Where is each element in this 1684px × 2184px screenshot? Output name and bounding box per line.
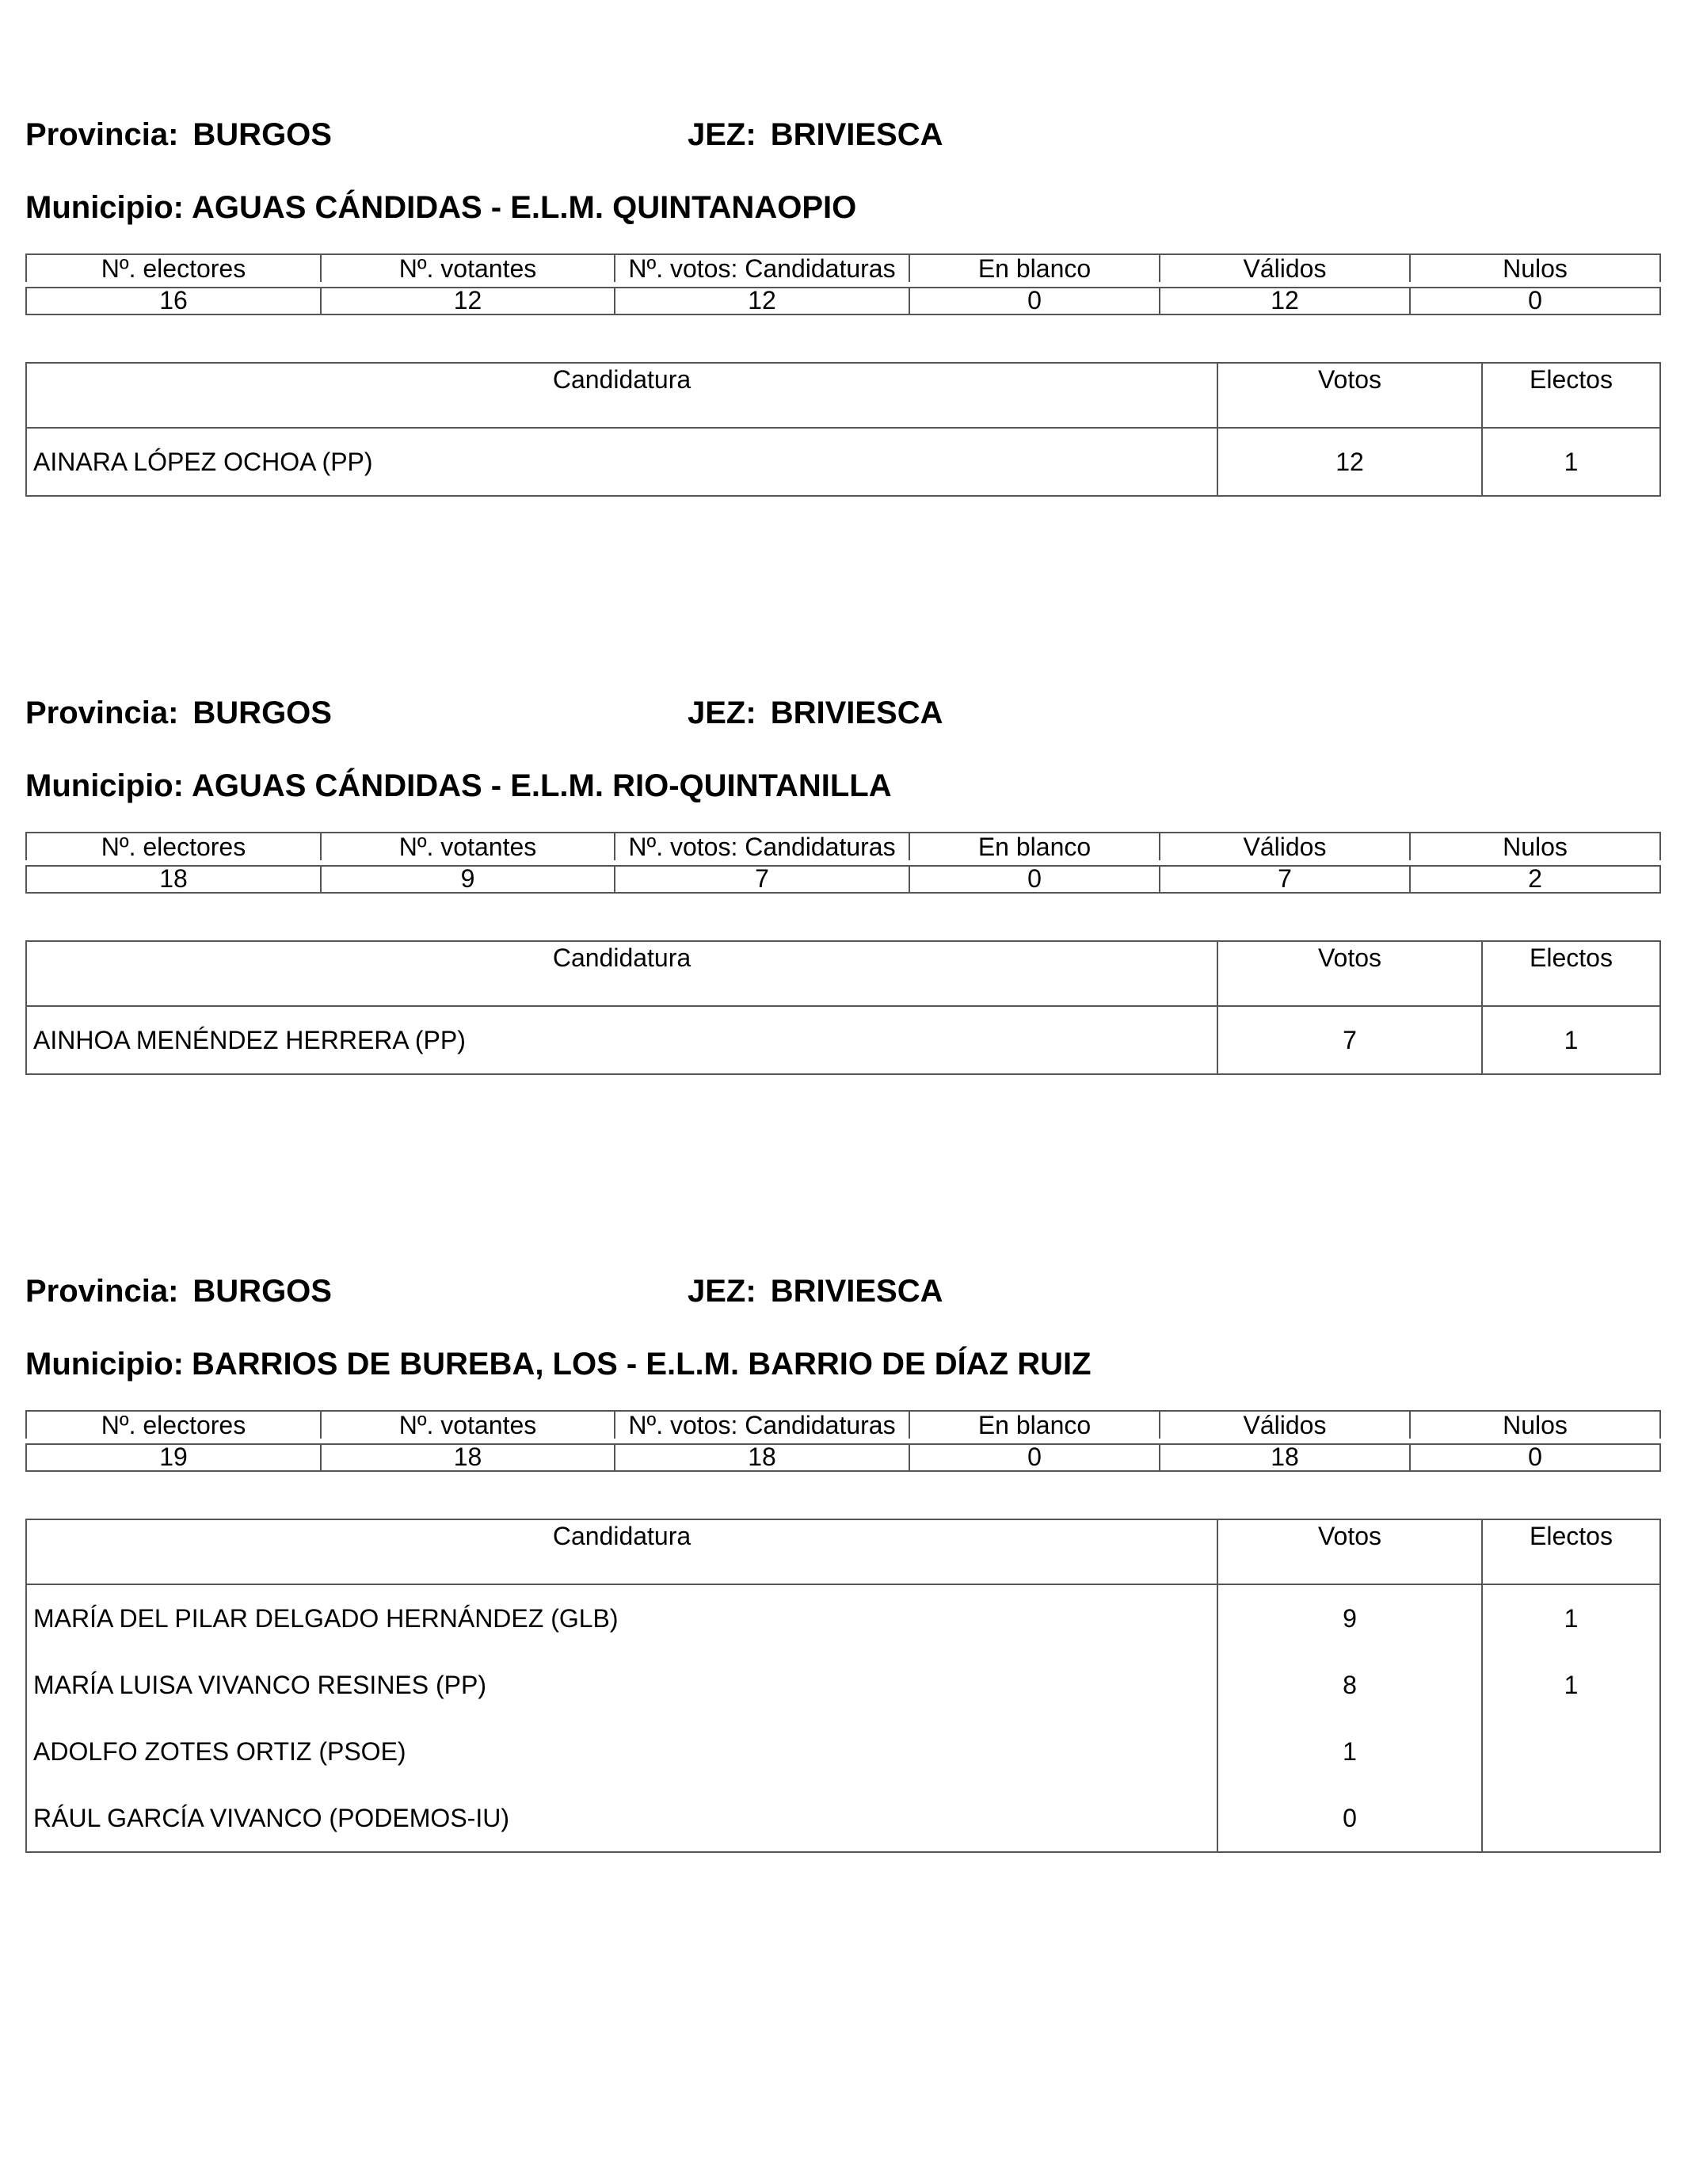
candidate-electos: 1 [1482, 1584, 1660, 1652]
candidate-electos: 1 [1482, 428, 1660, 496]
stats-header-cell: Nulos [1410, 833, 1660, 863]
candidate-row [26, 1718, 1660, 1785]
municipio-label: Municipio: [25, 1347, 184, 1382]
candidate-electos: 1 [1482, 1652, 1660, 1718]
provincia-value: BURGOS [192, 1274, 332, 1309]
stats-header-cell: Nº. votantes [321, 254, 615, 284]
municipio-line [25, 767, 892, 805]
stats-header-cell: Válidos [1160, 1411, 1410, 1441]
candidate-name: MARÍA DEL PILAR DELGADO HERNÁNDEZ (GLB) [26, 1584, 1217, 1652]
stats-header-cell: Nº. votos: Candidaturas [615, 254, 909, 284]
candidates-header-row [26, 941, 1660, 1006]
candidate-votos: 7 [1217, 1006, 1482, 1074]
stats-value-cell: 0 [1410, 284, 1660, 314]
candidate-votos: 8 [1217, 1652, 1482, 1718]
candidates-header-cell: Electos [1482, 363, 1660, 428]
candidate-row [26, 1006, 1660, 1074]
stats-table [25, 832, 1661, 894]
stats-value-cell: 9 [321, 863, 615, 893]
jez-value: BRIVIESCA [770, 117, 943, 152]
provincia-line [25, 694, 332, 732]
candidate-name: MARÍA LUISA VIVANCO RESINES (PP) [26, 1652, 1217, 1718]
stats-header-cell: En blanco [909, 833, 1160, 863]
jez-label: JEZ: [688, 696, 756, 730]
stats-header-cell: En blanco [909, 1411, 1160, 1441]
provincia-line [25, 1272, 332, 1310]
stats-header-cell: Nº. votos: Candidaturas [615, 1411, 909, 1441]
stats-value-cell: 7 [615, 863, 909, 893]
stats-value-cell: 12 [615, 284, 909, 314]
candidates-header-cell: Electos [1482, 1519, 1660, 1584]
stats-value-cell: 18 [321, 1441, 615, 1471]
stats-header-cell: En blanco [909, 254, 1160, 284]
jez-line [688, 694, 943, 732]
stats-header-cell: Nº. electores [26, 1411, 321, 1441]
candidate-name: ADOLFO ZOTES ORTIZ (PSOE) [26, 1718, 1217, 1785]
stats-header-cell: Nulos [1410, 254, 1660, 284]
provincia-label: Provincia: [25, 117, 179, 152]
stats-header-cell: Nº. electores [26, 254, 321, 284]
candidates-header-row [26, 1519, 1660, 1584]
candidates-header-cell: Votos [1217, 363, 1482, 428]
municipio-line [25, 1345, 1092, 1383]
stats-header-cell: Nº. votantes [321, 1411, 615, 1441]
candidate-row [26, 1584, 1660, 1652]
municipio-label: Municipio: [25, 190, 184, 225]
candidate-row [26, 1785, 1660, 1852]
provincia-line [25, 116, 332, 154]
candidates-header-cell: Votos [1217, 1519, 1482, 1584]
municipio-value: AGUAS CÁNDIDAS - E.L.M. RIO-QUINTANILLA [191, 768, 892, 803]
stats-table [25, 1410, 1661, 1472]
stats-value-cell: 0 [909, 1441, 1160, 1471]
stats-header-cell: Nº. votantes [321, 833, 615, 863]
municipio-value: AGUAS CÁNDIDAS - E.L.M. QUINTANAOPIO [191, 190, 857, 225]
stats-value-cell: 7 [1160, 863, 1410, 893]
stats-value-cell: 0 [909, 863, 1160, 893]
candidates-table [25, 940, 1661, 1075]
stats-header-cell: Válidos [1160, 254, 1410, 284]
candidates-header-cell: Votos [1217, 941, 1482, 1006]
jez-label: JEZ: [688, 1274, 756, 1309]
jez-value: BRIVIESCA [770, 696, 943, 730]
candidates-header-cell: Electos [1482, 941, 1660, 1006]
stats-value-cell: 19 [26, 1441, 321, 1471]
candidates-header-cell: Candidatura [26, 363, 1217, 428]
stats-value-cell: 16 [26, 284, 321, 314]
stats-header-row [26, 833, 1660, 863]
jez-line [688, 116, 943, 154]
stats-value-cell: 0 [909, 284, 1160, 314]
stats-value-row [26, 284, 1660, 314]
candidates-table [25, 1519, 1661, 1853]
jez-label: JEZ: [688, 117, 756, 152]
candidate-electos: 1 [1482, 1006, 1660, 1074]
candidate-name: AINARA LÓPEZ OCHOA (PP) [26, 428, 1217, 496]
candidate-votos: 0 [1217, 1785, 1482, 1852]
candidates-header-row [26, 363, 1660, 428]
provincia-value: BURGOS [192, 696, 332, 730]
candidate-votos: 9 [1217, 1584, 1482, 1652]
stats-value-row [26, 1441, 1660, 1471]
municipio-line [25, 189, 856, 227]
jez-value: BRIVIESCA [770, 1274, 943, 1309]
candidate-name: RÁUL GARCÍA VIVANCO (PODEMOS-IU) [26, 1785, 1217, 1852]
candidate-name: AINHOA MENÉNDEZ HERRERA (PP) [26, 1006, 1217, 1074]
municipio-label: Municipio: [25, 768, 184, 803]
stats-value-cell: 2 [1410, 863, 1660, 893]
candidate-row [26, 1652, 1660, 1718]
stats-header-cell: Nº. electores [26, 833, 321, 863]
stats-value-row [26, 863, 1660, 893]
stats-header-cell: Válidos [1160, 833, 1410, 863]
stats-header-cell: Nulos [1410, 1411, 1660, 1441]
stats-header-row [26, 1411, 1660, 1441]
candidate-electos [1482, 1785, 1660, 1852]
stats-value-cell: 18 [1160, 1441, 1410, 1471]
stats-value-cell: 18 [615, 1441, 909, 1471]
candidates-header-cell: Candidatura [26, 1519, 1217, 1584]
provincia-label: Provincia: [25, 1274, 179, 1309]
jez-line [688, 1272, 943, 1310]
stats-value-cell: 18 [26, 863, 321, 893]
provincia-label: Provincia: [25, 696, 179, 730]
candidate-votos: 1 [1217, 1718, 1482, 1785]
stats-header-row [26, 254, 1660, 284]
stats-value-cell: 12 [1160, 284, 1410, 314]
stats-table [25, 253, 1661, 315]
candidate-electos [1482, 1718, 1660, 1785]
stats-value-cell: 12 [321, 284, 615, 314]
candidate-votos: 12 [1217, 428, 1482, 496]
candidates-table [25, 362, 1661, 497]
stats-header-cell: Nº. votos: Candidaturas [615, 833, 909, 863]
municipio-value: BARRIOS DE BUREBA, LOS - E.L.M. BARRIO DE DÍAZ RUIZ [191, 1347, 1092, 1382]
candidate-row [26, 428, 1660, 496]
provincia-value: BURGOS [192, 117, 332, 152]
candidates-header-cell: Candidatura [26, 941, 1217, 1006]
stats-value-cell: 0 [1410, 1441, 1660, 1471]
